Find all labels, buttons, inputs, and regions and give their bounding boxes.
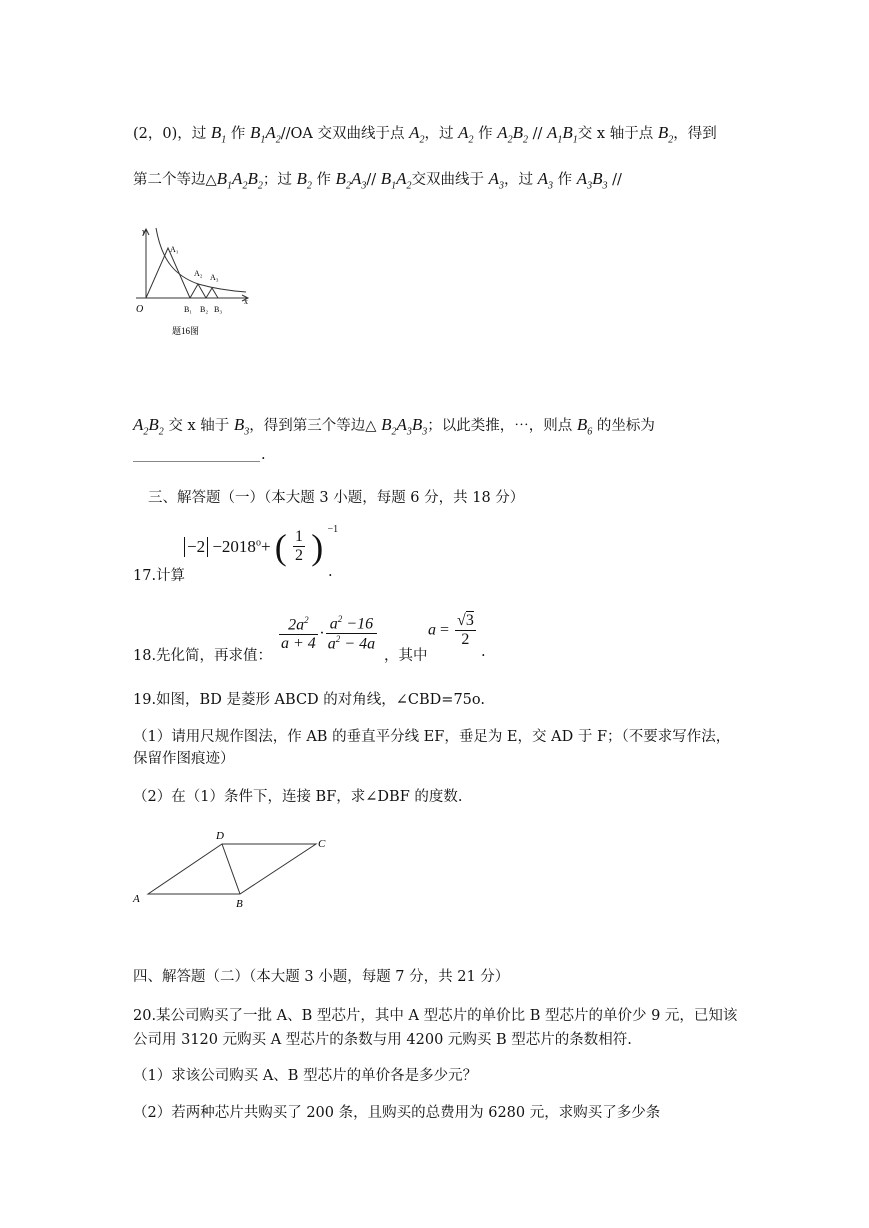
q20-part2: （2）若两种芯片共购买了 200 条，且购买的总费用为 6280 元，求购买了多少条	[133, 1105, 661, 1121]
math-b1: $B_1$	[210, 123, 227, 146]
q19-part1a: （1）请用尺规作图法，作 AB 的垂直平分线 EF，垂足为 E，交 AD 于 F；（不要求写作法，	[133, 729, 731, 745]
q18-end: .	[481, 644, 486, 660]
fig19-label-d: D	[216, 830, 224, 842]
fig16-label-a3: A₃	[210, 273, 219, 282]
q18-mid: ，其中	[384, 648, 428, 664]
fig16-label-b1: B₁	[184, 305, 193, 314]
q20-stem2: 公司用 3120 元购买 A 型芯片的条数与用 4200 元购买 B 型芯片的条数相符.	[133, 1032, 632, 1048]
math-b1a2-2: $B_1A_2$	[380, 169, 412, 192]
q17-label: 17.计算	[133, 568, 186, 584]
fig19-label-c: C	[318, 838, 326, 850]
p16-end: .	[261, 447, 266, 463]
math-a1b1: $A_1B_1$	[547, 123, 578, 146]
p16-line1: (2，0)，过 $B_1$ 作 $B_1A_2//OA$ 交双曲线于点 $A_2$，过 $A_2$ 作 $A_2B_2 // A_1B_1$交 x 轴于点 $B_2$，得到	[133, 123, 717, 146]
fig19-label-b: B	[236, 898, 243, 910]
math-a2b2-2: $A_2B_2$	[133, 415, 164, 438]
math-b2a3: $B_2A_3$	[335, 169, 367, 192]
math-b6: $B_6$	[576, 415, 593, 438]
math-b2a3b3: $B_2A_3B_3$	[381, 415, 428, 438]
section3-title: 三、解答题（一）（本大题 3 小题，每题 6 分，共 18 分）	[148, 490, 525, 506]
fig16-label-o: O	[136, 304, 144, 315]
math-a3-2: $A_3$	[537, 169, 553, 192]
fig16-label-y: y	[142, 227, 146, 236]
p16-figure	[128, 222, 254, 340]
fig16-label-b2: B₂	[200, 305, 209, 314]
fig19-label-a: A	[133, 893, 140, 905]
p16-line3: $A_2B_2$ 交 x 轴于 $B_3$，得到第三个等边△ $B_2A_3B_3$；以此类推，⋯，则点 $B_6$ 的坐标为	[133, 415, 655, 438]
q19-part1b: 保留作图痕迹）	[133, 751, 235, 767]
fig16-label-b3: B₃	[214, 305, 223, 314]
q17-expression: $-2 -2018^o+$ ( $\frac{1}{2}$ ) $^{-1}$	[184, 528, 338, 565]
q19-stem: 19.如图，BD 是菱形 ABCD 的对角线，∠CBD=75o.	[133, 692, 485, 708]
math-b2-2: $B_2$	[296, 169, 312, 192]
q20-stem1: 20.某公司购买了一批 A、B 型芯片，其中 A 型芯片的单价比 B 型芯片的单价少 9 元，已知该	[133, 1008, 738, 1024]
math-b3: $B_3$	[233, 415, 250, 438]
math-b1a2: $B_1A_2$	[249, 123, 281, 146]
fig16-caption: 题16图	[172, 326, 200, 336]
q19-rhombus-figure	[128, 826, 338, 912]
math-b2: $B_2$	[657, 123, 674, 146]
fig16-label-x: x	[244, 297, 248, 306]
math-a2b2: $A_2B_2$	[497, 123, 529, 146]
q20-part1: （1）求该公司购买 A、B 型芯片的单价各是多少元？	[133, 1068, 478, 1084]
math-a2: $A_2$	[409, 123, 425, 146]
q18-label: 18.先化简，再求值：	[133, 648, 273, 664]
fig16-label-a2: A₂	[194, 269, 203, 278]
q18-value: a = $\frac{√3}{2}$	[428, 612, 474, 648]
q19-part2: （2）在（1）条件下，连接 BF，求∠DBF 的度数.	[133, 789, 463, 805]
math-a3: $A_3$	[488, 169, 504, 192]
q18-expression: $\frac{2a^2}{a + 4}$ · $\frac{a^2 -16}{a^2 - 4a}$	[281, 614, 376, 653]
p16-line2: 第二个等边$\triangle B_1A_2B_2$；过 $B_2$ 作 $B_2A_3//$ $B_1A_2$交双曲线于 $A_3$，过 $A_3$ 作 $A_3B_3$ //	[133, 169, 622, 192]
fig16-label-a1: A₁	[170, 245, 179, 254]
math-b1a2b2: $B_1A_2B_2$	[216, 169, 263, 192]
answer-blank	[133, 461, 260, 462]
math-a3b3: $A_3B_3$	[576, 169, 608, 192]
section4-title: 四、解答题（二）（本大题 3 小题，每题 7 分，共 21 分）	[133, 969, 510, 985]
q17-end: .	[328, 564, 333, 580]
math-a2b: $A_2$	[458, 123, 474, 146]
